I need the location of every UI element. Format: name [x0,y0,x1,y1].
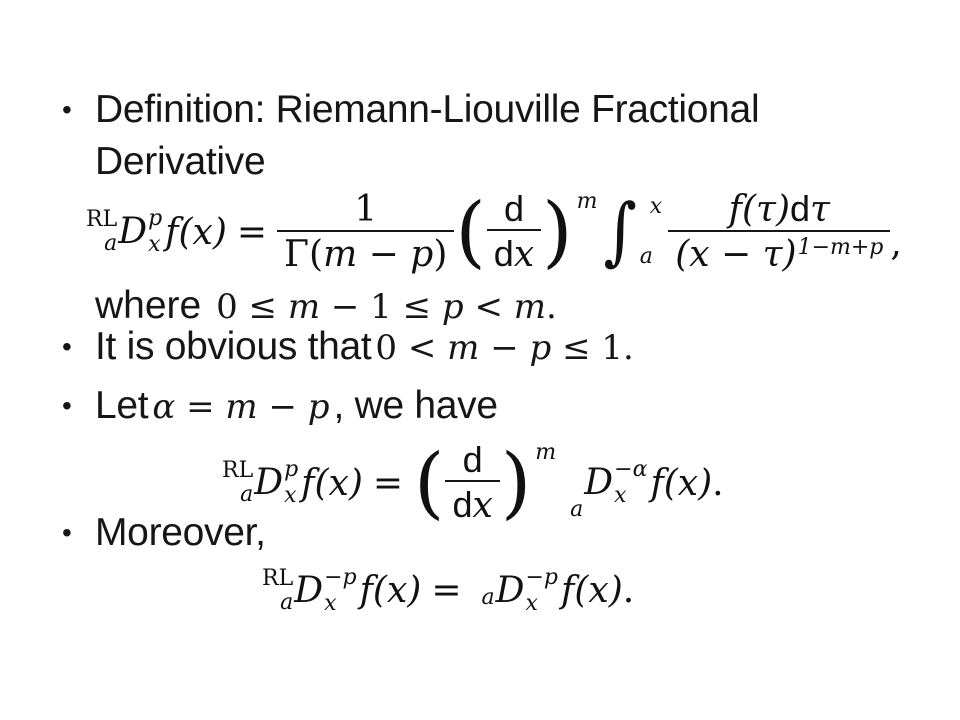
we-have-suffix: , we have [333,384,498,427]
script-stack [324,567,357,615]
math-token: m [225,387,258,427]
prescript-a: a [570,496,584,522]
x-var: x [472,485,493,527]
where-label: where [95,284,213,327]
obvious-math [375,328,633,368]
script-stack [525,567,558,615]
gamma-symbol: Γ( [284,233,324,275]
let-label: Let [95,384,149,427]
big-paren-right: ) [542,187,573,278]
d-upright: d [790,188,811,229]
math-token: − [479,328,530,368]
math-token: . [546,287,557,327]
subscript-x: x [148,232,161,258]
alpha-math [152,387,329,427]
d-numerator: d [462,439,483,480]
integral-limits [640,196,662,268]
math-token: p [441,287,464,327]
integrand-numerator [722,189,837,230]
ddx-fraction [445,440,499,527]
upper-limit-x: x [649,194,663,220]
formula-rl-derivative-definition [86,189,902,276]
formula-negative-order-equivalence [262,567,634,615]
superscript-neg-p: −p [324,565,357,590]
period: . [622,570,635,612]
where-condition-line [95,284,561,329]
script-stack [148,208,162,256]
superscript-p: p [148,206,163,232]
bullet-dot: • [62,390,72,421]
subscript-x: x [324,591,337,616]
exponent-1-m-p: 1−m+p [797,235,884,261]
math-token: ≤ 1. [551,328,634,368]
script-D-operator: D [584,462,614,504]
math-token: − [257,387,308,427]
bullet-let-alpha [62,383,498,430]
definition-line-1: Definition: Riemann-Liouville Fractional [95,88,760,131]
formula-ddx-power-form [222,440,724,527]
dx-denominator [487,229,541,275]
trailing-comma: , [890,222,902,264]
math-token: m [447,328,480,368]
bullet-dot: • [62,94,72,125]
ddx-fraction [487,189,541,276]
equals-sign: = [236,211,268,253]
big-paren-left: ( [455,187,486,278]
moreover-label: Moreover, [95,511,266,554]
f-tau: f(τ) [728,189,790,230]
subscript-x: x [614,483,627,509]
d-upright: d [493,233,514,275]
prescript-stack [86,209,117,255]
subscript-x: x [525,591,538,616]
gamma-fraction [277,190,454,276]
bullet-obvious-text [95,324,638,371]
integrand-denominator [668,230,890,275]
prescript-stack [262,568,293,614]
script-stack [284,459,298,507]
script-D-operator: D [495,570,525,611]
equals-sign: = [372,462,404,504]
math-token: 0 ≤ [216,287,288,327]
bullet-definition-text [95,84,759,188]
math-token: p [307,387,330,427]
fx: f(x) [650,462,713,504]
function-arg: f(x) [359,570,422,612]
function-arg [561,570,634,611]
big-paren-left: ( [414,438,445,529]
operator-D: D [254,462,284,504]
prescript-sub: a [280,590,294,615]
d-upright: d [452,484,473,526]
prescript-sub: a [104,231,118,257]
math-token: p [529,328,552,368]
integral-group [603,189,663,275]
x-var: x [513,234,535,276]
prescript-sup: RL [86,207,118,233]
bullet-let-text [95,383,498,430]
denominator [277,230,454,275]
bullet-dot: • [62,331,72,362]
power-m: m [535,440,557,465]
numerator: 1 [354,188,378,230]
gamma-arg: m − p [323,233,434,275]
power-m: m [576,189,598,214]
prescript-a: a [481,585,495,610]
integral-sign: ∫ [603,189,637,275]
bullet-obvious [62,324,638,371]
math-token: m [287,287,321,327]
operator-D: D [294,570,324,611]
period: . [712,462,724,504]
definition-line-2: Derivative [95,140,266,183]
bullet-moreover [62,510,266,556]
x-minus-tau: (x − τ) [675,234,797,276]
function-arg [650,463,723,504]
superscript-neg-p: −p [525,565,559,590]
gamma-close: ) [433,233,448,275]
function-arg: f(x) [301,462,363,504]
where-math [216,287,557,327]
function-arg: f(x) [165,211,227,253]
obvious-prefix: It is obvious that [95,325,372,368]
lower-limit-a: a [639,244,653,270]
integrand-fraction [668,189,890,276]
tau-var: τ [810,189,830,230]
superscript-p: p [284,457,299,483]
fx: f(x) [561,570,623,612]
math-token: < [463,287,514,327]
dx-denominator [445,480,499,526]
equals-sign: = [431,570,462,612]
script-stack [614,459,647,507]
d-numerator: d [503,188,524,229]
prescript-stack [222,460,253,506]
big-paren-right: ) [500,438,532,529]
bullet-dot: • [62,517,72,548]
subscript-x: x [284,483,297,509]
math-token: m [513,287,547,327]
math-token: = [175,387,226,427]
alpha-symbol: α [152,387,176,427]
prescript-sub: a [240,482,254,508]
prescript-sup: RL [262,566,294,591]
math-token: 0 < [375,328,448,368]
operator-D: D [118,211,148,253]
superscript-neg-alpha: −α [614,457,648,483]
prescript-sup: RL [222,458,254,484]
bullet-definition [62,84,759,188]
math-token: − 1 ≤ [320,287,442,327]
